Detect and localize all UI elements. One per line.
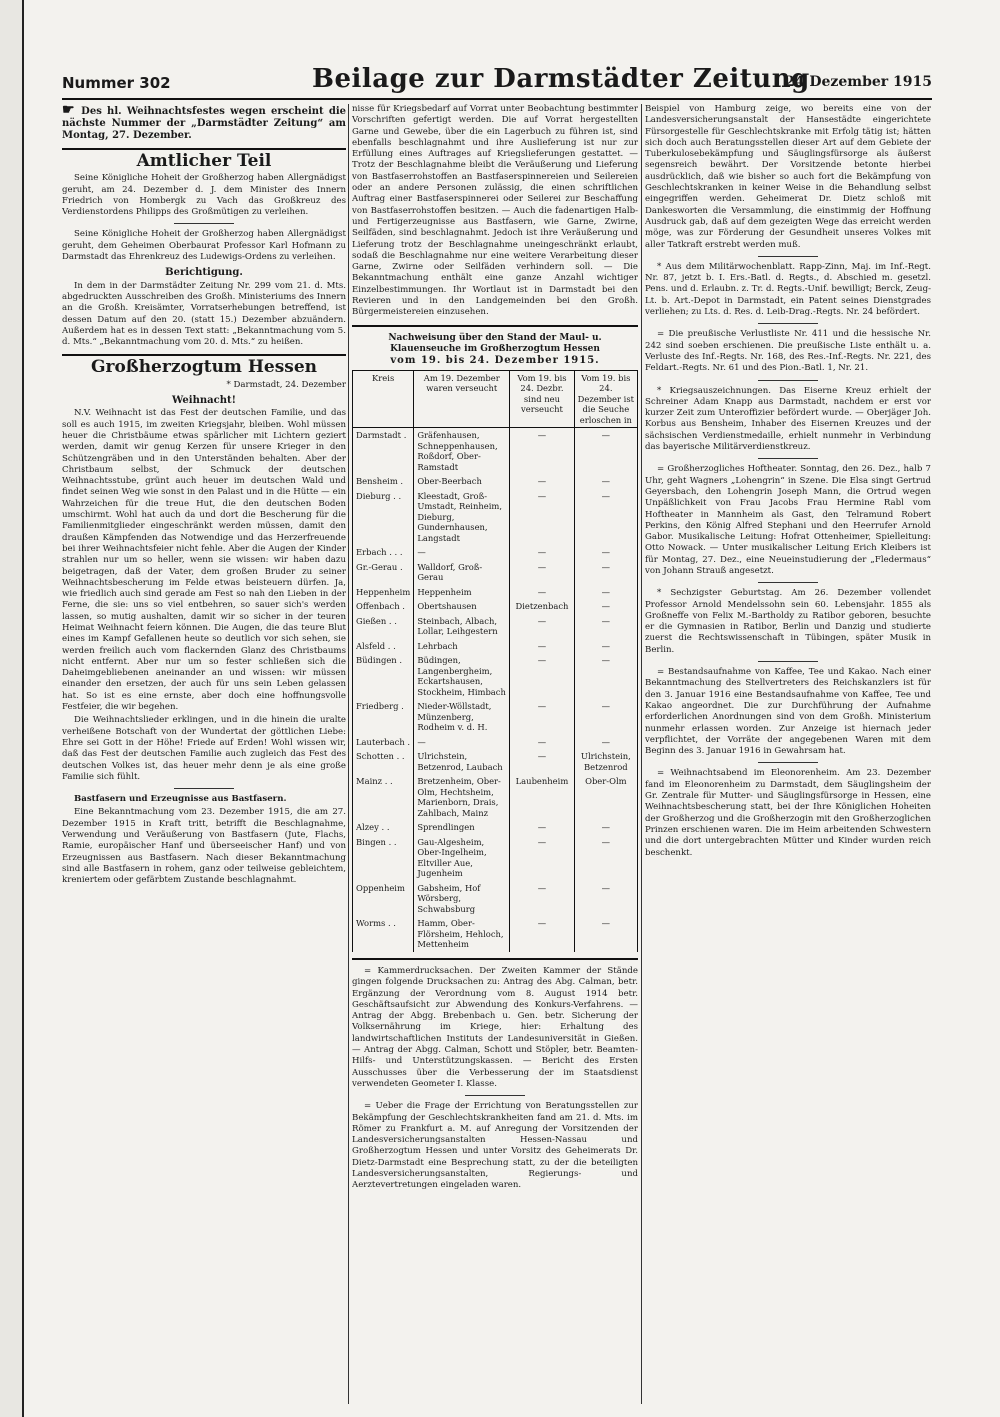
divider [62,354,346,356]
table-row [353,699,638,735]
table-row [353,881,638,917]
table-cell: Bretzenheim, Ober-Olm, Hechtsheim, Marienborn, Drais, Zahlbach, Mainz [414,774,510,820]
table-cell: Gabsheim, Hof Wörsberg, Schwabsburg [414,881,510,917]
table-cell: Ober-Olm [574,774,637,820]
column-rule [348,104,349,1404]
article-text: * Aus dem Militärwochenblatt. Rapp-Zinn, Maj. im Inf.-Regt. Nr. 87, jetzt b. I. Ers.-Batl. d. Regts., d. Abschied m. gesetzl. Pens. und d. Erlaubn. z. Tr. d. Regts.-Unif. bewilligt; Berck, Zeug-Lt. b. Art.-Depot in Darmstadt, ein Patent seines Dienstgrades verliehen; zu Lts. d. Res. d. Leib-Drag.-Regts. Nr. 24 befördert. [645,261,931,318]
article-text: nisse für Kriegsbedarf auf Vorrat unter Beobachtung bestimmter Vorschriften gefertigt werden. Die auf Vorrat hergestellten Garne und Gewebe, über die ein Lagerbuch zu führen ist, sind ebenfalls beschlagnahmt und ihre Auslieferung ist nur zur Erfüllung eines Auftrages auf Kriegslieferungen gestattet. — Trotz der Beschlagnahme bleibt die Veräußerung und Lieferung von Bastfaserrohstoffen an Bastfaserspinnereien und Seilereien oder an andere Personen zulässig, die einen schriftlichen Auftrag einer Bastfaserspinnerei oder Seilerei zur Beschaffung von Bastfaserrohstoffen besitzen. — Auch die fadenartigen Halb- und Fertigerzeugnisse aus Bastfasern, wie Garne, Zwirne, Seilfäden, sind beschlagnahmt. Jedoch ist ihre Veräußerung und Lieferung trotz der Beschlagnahme uneingeschränkt erlaubt, sodaß die Beschlagnahme nur eine weitere Verarbeitung dieser Garne, Zwirne oder Seilfäden verhindern soll. — Die Bekanntmachung enthält eine ganze Anzahl wichtiger Einzelbestimmungen. Ihr Wortlaut ist in Darmstadt bei den Revieren und in den Landgemeinden bei den Großh. Bürgermeistereien einzusehen. [352,104,638,318]
table-cell: — [510,614,574,639]
divider [174,788,234,789]
table-cell: — [574,835,637,881]
article-text: = Die preußische Verlustliste Nr. 411 und die hessische Nr. 242 sind soeben erschienen. Die preußische Liste enthält u. a. Verluste des Inf.-Regts. Nr. 168, des Res.-Inf.-Regts. Nr. 221, des Feldart.-Regts. Nr. 61 und des Pion.-Batl. 1, Nr. 21. [645,329,931,374]
table-cell: — [414,735,510,750]
table-cell: Walldorf, Groß-Gerau [414,560,510,585]
pointing-hand-icon: ☛ [62,104,82,118]
table-row [353,774,638,820]
article-text: = Kammerdrucksachen. Der Zweiten Kammer der Stände gingen folgende Drucksachen zu: Antrag des Abg. Calman, betr. Ergänzung der Verordnung vom 8. August 1914 betr. Geschäftsaufsicht zur Abwendung des Konkurs-Verfahrens. — Antrag der Abgg. Brebenbach u. Gen. betr. Sicherung der Volksernährung im Kriege, hier: Erhaltung des landwirtschaftlichen Instituts der Landesuniversität in Gießen. — Antrag der Abgg. Calman, Schott und Stöpler, betr. Beamten-Hilfs- und Unterstützungskassen. — Bericht des Ersten Ausschusses über die Verbesserung der im Staatsdienst verwendeten Geometer I. Klasse. [352,965,638,1089]
table-row [353,835,638,881]
article-text: = Großherzogliches Hoftheater. Sonntag, den 26. Dez., halb 7 Uhr, geht Wagners „Lohengrin“ in Szene. Die Elsa singt Gertrud Geyersbach, den Lohengrin Joseph Mann, die Ortrud wegen Unpäßlichkeit von Frau Jacobs Frau Hermine Rabl vom Hoftheater in Mannheim als Gast, den Telramund Robert Perkins, den König Alfred Stephani und den Heerrufer Arnold Gabor. Musikalische Leitung: Hofrat Ottenheimer, Spielleitung: Otto Nowack. — Unter musikalischer Leitung Erich Kleibers ist für Montag, 27. Dez., eine Neueinstudierung der „Fledermaus“ von Johann Strauß angesetzt. [645,464,931,576]
table-cell: Alzey . . [353,820,414,835]
table-cell: — [574,653,637,699]
section-title-official: Amtlicher Teil [136,151,272,171]
article-text: = Bestandsaufnahme von Kaffee, Tee und Kakao. Nach einer Bekanntmachung des Stellvertreters des Reichskanzlers ist für den 3. Januar 1916 eine Bestandsaufnahme von Kaffee, Tee und Kakao angeordnet. Die zur Durchführung der Aufnahme erforderlichen Anordnungen sind von dem Großh. Ministerium nunmehr erlassen worden. Zur Anzeige ist hiernach jeder verpflichtet, der Vorräte der angegebenen Waren mit dem Beginn des 3. Januar 1916 in Gewahrsam hat. [645,667,931,757]
divider [758,380,818,381]
table-cell: — [510,916,574,952]
table-cell: Worms . . [353,916,414,952]
table-header: Kreis [353,370,414,428]
table-cell: — [574,599,637,614]
column-2 [352,104,638,1404]
table-cell: Dietzenbach [510,599,574,614]
table-cell: — [510,639,574,654]
table-row [353,489,638,546]
table-cell: Gießen . . [353,614,414,639]
table-row [353,749,638,774]
article-text: N.V. Weihnacht ist das Fest der deutschen Familie, und das soll es auch 1915, im zweiten Kriegsjahr, bleiben. Wohl müssen heuer die Christbäume etwas spärlicher mit Lichtern geziert werden, damit wir genug Kerzen für unsere Krieger in den Schützengräben und in den Unterständen behalten. Aber der Christbaum selbst, der Schmuck der deutschen Weihnachtsstube, grünt auch heuer im deutschen Wald und findet seinen Weg wie sonst in den Palast und in die Hütte — ein Wahrzeichen für die treue Hut, die den deutschen Boden umschirmt. Wohl hat auch da und dort die Bescherung für die Familienmitglieder eingeschränkt werden müssen, damit den draußen Kämpfenden das Notwendige und das Herzerfreuende bei ihrer Weihnachtsfeier nicht fehle. Aber die Augen der Kinder strahlen nur um so heller, wenn sie wissen: wir haben dazu beigetragen, daß der Vater, dem großen Bruder zu seiner Weihnachtsbescherung im Felde etwas beisteuern dürfen. Ja, wie friedlich auch sind gerade am Fest so nah den Lieben in der Ferne, die sie: uns so viel entbehren, so sauer sich's werden lassen, so mutig aushalten, damit wir so sicher in der teuren Heimat Weihnacht feiern können. Die Augen, die das teure Blut eines im Kampf Gefallenen heute so deutlich vor sich sehen, sie werden freilich auch vom flackernden Glanz des Christbaums nicht entfernt. Aber nur um so fester schließen sich die Daheimgebliebenen aneinander an und wissen: wir müssen einander den ersetzen, der auch für uns sein Leben gelassen hat. So ist es eine ernste, aber doch eine hoffnungsvolle Festfeier, die wir begehen. [62,408,346,713]
table-cell: — [510,489,574,546]
table-cell: Offenbach . [353,599,414,614]
table-cell: — [510,560,574,585]
column-1 [62,104,346,1404]
table-row [353,916,638,952]
divider [758,323,818,324]
correction-title: Berichtigung. [165,267,243,279]
table-row [353,639,638,654]
table-cell: Dieburg . . [353,489,414,546]
divider [465,1095,525,1096]
table-cell: — [574,560,637,585]
divider [758,582,818,583]
table-cell: Steinbach, Albach, Lollar, Leihgestern [414,614,510,639]
table-cell: — [510,474,574,489]
table-cell: Gr.-Gerau . [353,560,414,585]
table-row [353,614,638,639]
table-cell: Friedberg . [353,699,414,735]
divider [758,458,818,459]
masthead [62,64,932,100]
table-cell: — [574,639,637,654]
table-cell: Ulrichstein, Betzenrod [574,749,637,774]
table-cell: Darmstadt . [353,428,414,475]
table-cell: Laubenheim [510,774,574,820]
epidemic-table [352,370,638,952]
table-cell: — [414,545,510,560]
table-cell: Hamm, Ober-Flörsheim, Hehloch, Mettenheim [414,916,510,952]
table-cell: — [574,820,637,835]
column-rule [641,104,642,1404]
table-row [353,585,638,600]
article-text: Eine Bekanntmachung vom 23. Dezember 1915, die am 27. Dezember 1915 in Kraft tritt, betrifft die Beschlagnahme, Verwendung und Veräußerung von Bastfasern (Jute, Flachs, Ramie, europäischer Hanf und überseeischer Hanf) und von Erzeugnissen aus Bastfasern. Nach dieser Bekanntmachung sind alle Bastfasern in rohem, ganz oder teilweise gebleichtem, kreniertem oder gefärbtem Zustande beschlagnahmt. [62,807,346,886]
table-cell: — [574,614,637,639]
table-cell: — [510,545,574,560]
article-text: * Kriegsauszeichnungen. Das Eiserne Kreuz erhielt der Schreiner Adam Knapp aus Darmstadt, nachdem er erst vor kurzer Zeit zum Unteroffizier befördert wurde. — Oberjäger Joh. Korbus aus Bensheim, Inhaber des Eisernen Kreuzes und der sächsischen Verdienstmedaille, erhielt nunmehr in Verbindung das bayerische Militärverdienstkreuz. [645,385,931,453]
dateline: * Darmstadt, 24. Dezember [226,379,346,390]
table-cell: Bensheim . [353,474,414,489]
table-cell: — [510,820,574,835]
table-cell: Obertshausen [414,599,510,614]
article-text: Seine Königliche Hoheit der Großherzog haben Allergnädigst geruht, dem Geheimen Oberbaurat Professor Karl Hofmann zu Darmstadt das Ehrenkreuz des Ludewigs-Ordens zu verleihen. [62,229,346,263]
table-period: vom 19. bis 24. Dezember 1915. [390,354,600,366]
issue-number: Nummer 302 [62,74,171,92]
table-row [353,474,638,489]
table-cell: — [510,881,574,917]
table-cell: — [510,699,574,735]
table-cell: Bingen . . [353,835,414,881]
table-cell: Schotten . . [353,749,414,774]
table-cell: Erbach . . . [353,545,414,560]
table-cell: — [510,835,574,881]
article-text: In dem in der Darmstädter Zeitung Nr. 299 vom 21. d. Mts. abgedruckten Ausschreiben des Großh. Ministeriums des Innern an die Großh. Kreisämter, Vorratserhebungen betreffend, ist dessen Datum auf den 20. (statt 15.) Dezember abzuändern. Außerdem hat es in dessen Text statt: „Bekanntmachung vom 5. d. Mts.“ „Bekanntmachung vom 20. d. Mts.“ zu heißen. [62,280,346,348]
table-header: Vom 19. bis 24. Dezember ist die Seuche erloschen in [574,370,637,428]
table-cell: — [574,735,637,750]
divider [174,223,234,224]
table-cell: Sprendlingen [414,820,510,835]
table-cell: — [574,474,637,489]
table-row [353,653,638,699]
table-cell: Büdingen, Langenbergheim, Eckartshausen, Stockheim, Himbach [414,653,510,699]
table-cell: Alsfeld . . [353,639,414,654]
article-text: Beispiel von Hamburg zeige, wo bereits eine von der Landesversicherungsanstalt der Hansestädte eingerichtete Fürsorgestelle für Geschlechtskranke mit Erfolg tätig ist; hätten sich doch auch Beratungsstellen dieser Art auf dem Gebiete der Tuberkulosebekämpfung und Säuglingsfürsorge als äußerst segensreich bewährt. Der Vorsitzende betonte hierbei ausdrücklich, daß wie bisher so auch fort die Bekämpfung von Geschlechtskranken in keiner Weise in die Behandlung selbst eingegriffen werden. Geheimerat Dr. Dietz schloß mit Dankesworten die Versammlung, die einstimmig der Hoffnung Ausdruck gab, daß auf dem gezeigten Wege das erreicht werden möge, was zur Förderung der Gesundheit unseres Volkes mit aller Tatkraft erstrebt werden muß. [645,104,931,250]
divider [352,325,638,327]
table-cell: — [574,881,637,917]
table-cell: Ober-Beerbach [414,474,510,489]
divider [758,256,818,257]
table-row [353,428,638,475]
issue-date: 24 Dezember 1915 [785,74,932,90]
table-cell: — [574,585,637,600]
table-cell: Ulrichstein, Betzenrod, Laubach [414,749,510,774]
table-cell: — [510,749,574,774]
table-cell: — [510,585,574,600]
table-cell: Mainz . . [353,774,414,820]
section-title-hessen: Großherzogtum Hessen [90,357,318,378]
table-cell: Lauterbach . [353,735,414,750]
adjacent-page-edge [0,0,24,1417]
table-cell: — [574,916,637,952]
table-row [353,545,638,560]
table-header: Am 19. Dezember waren verseucht [414,370,510,428]
table-cell: Kleestadt, Groß-Umstadt, Reinheim, Dieburg, Gundernhausen, Langstadt [414,489,510,546]
article-title: Weihnacht! [172,395,236,407]
table-cell: — [510,653,574,699]
article-text: Die Weihnachtslieder erklingen, und in die hinein die uralte verheißene Botschaft von der Wundertat der göttlichen Liebe: Ehre sei Gott in der Höhe! Friede auf Erden! Wohl wissen wir, daß das Fest der deutschen Familie auch zugleich das Fest des deutschen Volkes ist, das heuer mehr denn je als eine große Familie sich fühlt. [62,715,346,782]
table-cell: Nieder-Wöllstadt, Münzenberg, Rodheim v. d. H. [414,699,510,735]
table-row [353,599,638,614]
table-cell: Gau-Algesheim, Ober-Ingelheim, Eltviller Aue, Jugenheim [414,835,510,881]
divider [352,958,638,960]
table-cell: — [574,545,637,560]
article-title: Bastfasern und Erzeugnisse aus Bastfasern. [74,794,287,805]
article-text: = Weihnachtsabend im Eleonorenheim. Am 23. Dezember fand im Eleonorenheim zu Darmstadt, dem Säuglingsheim der Gr. Zentrale für Mutter- und Säuglingsfürsorge in Hessen, eine Weihnachtsbescherung statt, bei der Ihre Königlichen Hoheiten der Großherzog und die Großherzogin mit den Großherzoglichen Prinzen erschienen waren. Die im Heim arbeitenden Schwestern und die dort untergebrachten Mütter und Kinder wurden reich beschenkt. [645,768,931,858]
table-cell: Gräfenhausen, Schneppenhausen, Roßdorf, Ober-Ramstadt [414,428,510,475]
holiday-notice: ☛ Des hl. Weihnachtsfestes wegen erscheint die nächste Nummer der „Darmstädter Zeitung“ am Montag, 27. Dezember. [62,104,346,150]
table-cell: Heppenheim [353,585,414,600]
table-cell: — [574,428,637,475]
table-header: Vom 19. bis 24. Dezbr. sind neu verseucht [510,370,574,428]
table-cell: — [510,428,574,475]
table-row [353,735,638,750]
article-text: Seine Königliche Hoheit der Großherzog haben Allergnädigst geruht, am 24. Dezember d. J. dem Minister des Innern Friedrich von Hombergk zu Vach das Großkreuz des Verdienstordens Philipps des Großmütigen zu verleihen. [62,173,346,218]
column-3 [645,104,931,1404]
newspaper-title: Beilage zur Darmstädter Zeitung [312,64,810,94]
table-cell: — [574,489,637,546]
table-title: Nachweisung über den Stand der Maul- u. Klauenseuche im Großherzogtum Hessen [388,332,602,354]
divider [758,762,818,763]
article-text: * Sechzigster Geburtstag. Am 26. Dezember vollendet Professor Arnold Mendelssohn sein 60. Lebensjahr. 1855 als Großneffe von Felix M.-Bartholdy zu Ratibor geboren, besuchte er die Gymnasien in Ratibor, Berlin und Danzig und studierte zuerst die Rechtswissenschaft in Tübingen, später Musik in Berlin. [645,588,931,655]
divider [758,661,818,662]
table-cell: Oppenheim [353,881,414,917]
table-cell: Heppenheim [414,585,510,600]
table-cell: — [510,735,574,750]
table-cell: Büdingen . [353,653,414,699]
table-cell: — [574,699,637,735]
table-cell: Lehrbach [414,639,510,654]
table-row [353,820,638,835]
table-row [353,560,638,585]
article-text: = Ueber die Frage der Errichtung von Beratungsstellen zur Bekämpfung der Geschlechtskrankheiten fand am 21. d. Mts. im Römer zu Frankfurt a. M. auf Anregung der Vorsitzenden der Landesversicherungsanstalten Hessen-Nassau und Großherzogtum Hessen und unter Vorsitz des Geheimerats Dr. Dietz-Darmstadt eine Besprechung statt, zu der die beteiligten Landesversicherungsanstalten, Regierungs- und Aerztevertretungen eingeladen waren. [352,1101,638,1191]
